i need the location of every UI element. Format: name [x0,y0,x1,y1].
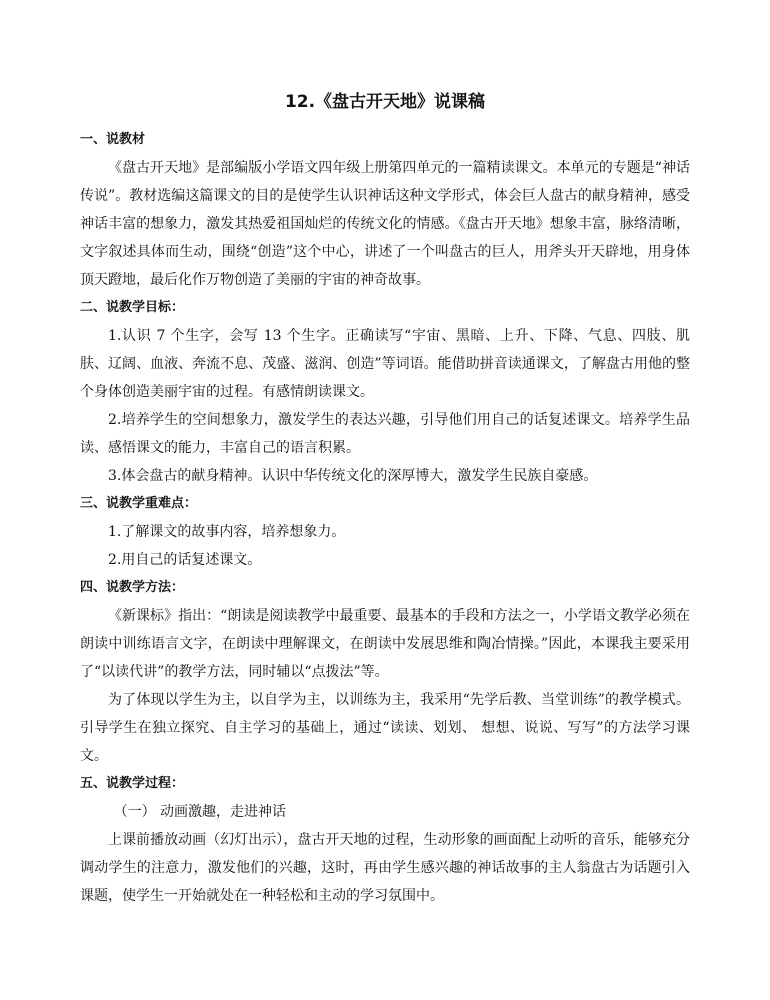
paragraph: 3.体会盘古的献身精神。认识中华传统文化的深厚博大，激发学生民族自豪感。 [108,468,598,484]
section-heading: 一、说教材 [80,132,146,147]
section-teaching-methods [80,574,690,770]
section-key-points [80,490,690,574]
paragraph: 1.了解课文的故事内容，培养想象力。 [108,524,346,540]
paragraph: 上课前播放动画（幻灯出示），盘古开天地的过程，生动形象的画面配上动听的音乐，能够充分调动学生的注意力，激发他们的兴趣，这时，再由学生感兴趣的神话故事的主人翁盘古为话题引入课题，使学生一开始就处在一种轻松和主动的学习氛围中。 [80,832,690,904]
section-heading: 二、说教学目标： [80,300,185,315]
paragraph: 《盘古开天地》是部编版小学语文四年级上册第四单元的一篇精读课文。本单元的专题是“神话传说”。教材选编这篇课文的目的是使学生认识神话这种文学形式，体会巨人盘古的献身精神，感受神话丰富的想象力，激发其热爱祖国灿烂的传统文化的情感。《盘古开天地》想象丰富，脉络清晰，文字叙述具体而生动，围绕“创造”这个中心，讲述了一个叫盘古的巨人，用斧头开天辟地，用身体顶天蹬地，最后化作万物创造了美丽的宇宙的神奇故事。 [80,160,690,288]
paragraph: 2.用自己的话复述课文。 [108,552,262,568]
section-teaching-goals [80,294,690,490]
paragraph: 《新课标》指出：“朗读是阅读教学中最重要、最基本的手段和方法之一，小学语文教学必须在朗读中训练语言文字，在朗读中理解课文，在朗读中发展思维和陶冶情操。”因此，本课我主要采用了“以读代讲”的教学方法，同时辅以“点拨法”等。 [80,608,690,680]
paragraph: 2.培养学生的空间想象力，激发学生的表达兴趣，引导他们用自己的话复述课文。培养学生品读、感悟课文的能力，丰富自己的语言积累。 [80,412,690,456]
paragraph: 1.认识 7 个生字，会写 13 个生字。正确读写“宇宙、黑暗、上升、下降、气息、四肢、肌肤、辽阔、血液、奔流不息、茂盛、滋润、创造”等词语。能借助拼音读通课文，了解盘古用他的整个身体创造美丽宇宙的过程。有感情朗读课文。 [80,328,690,400]
subheading: （一） 动画激趣，走进神话 [113,804,287,820]
paragraph: 为了体现以学生为主，以自学为主，以训练为主，我采用“先学后教、当堂训练”的教学模式。引导学生在独立探究、自主学习的基础上，通过“读读、划划、 想想、说说、写写”的方法学习课文。 [80,692,690,764]
section-textbook [80,126,690,294]
section-teaching-process [80,770,690,910]
document-title: 12.《盘古开天地》说课稿 [284,92,486,112]
section-heading: 三、说教学重难点： [80,496,198,511]
section-heading: 五、说教学过程： [80,776,185,791]
section-heading: 四、说教学方法： [80,580,185,595]
